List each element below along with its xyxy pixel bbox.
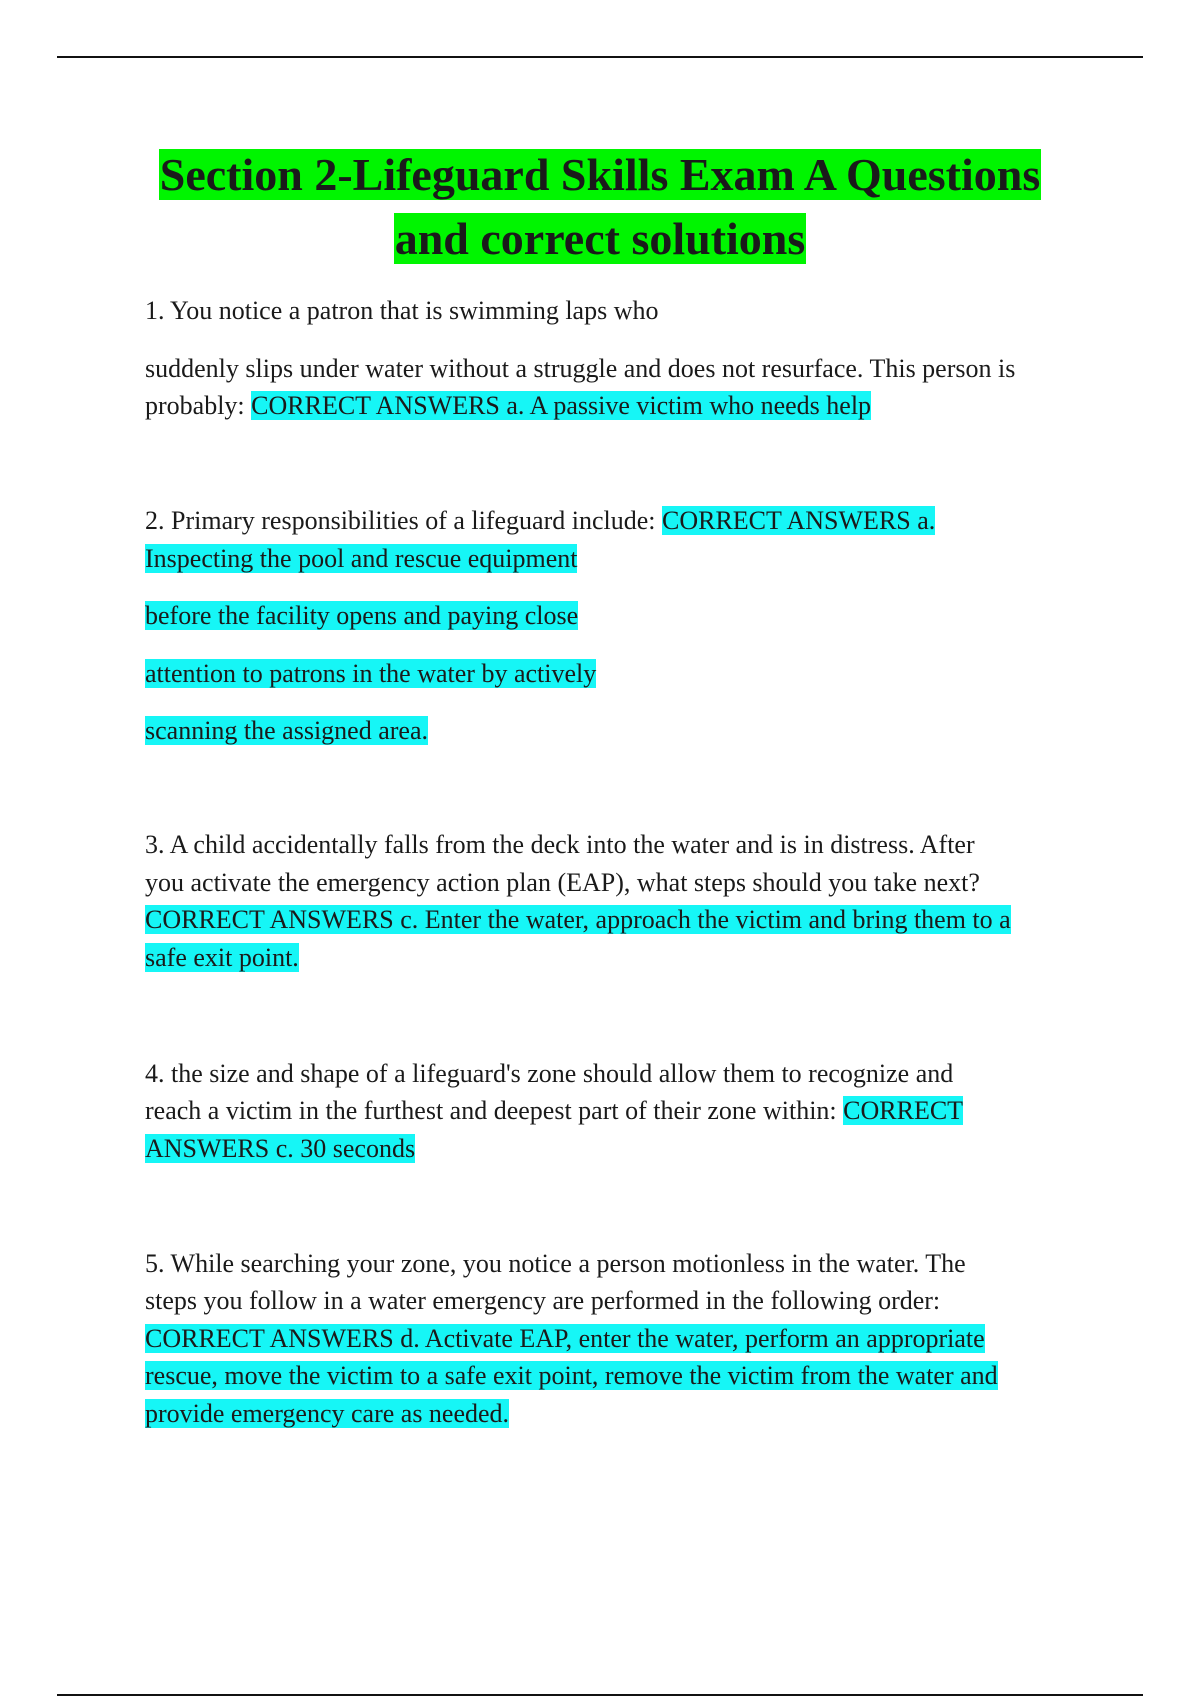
question-5-line-1: 5. While searching your zone, you notice a person motionless in the water. The bbox=[145, 1249, 966, 1278]
question-5-line-2: steps you follow in a water emergency are performed in the following order: bbox=[145, 1286, 941, 1315]
question-2-answer-line-1: CORRECT ANSWERS a. bbox=[662, 506, 936, 535]
question-3-line-2: you activate the emergency action plan (EAP), what steps should you take next? bbox=[145, 868, 980, 897]
question-1-line-1: 1. You notice a patron that is swimming laps who bbox=[145, 296, 659, 325]
question-5-answer-line-3: provide emergency care as needed. bbox=[145, 1399, 510, 1428]
question-4-answer-line-1: CORRECT bbox=[843, 1096, 964, 1125]
question-3-line-1: 3. A child accidentally falls from the deck into the water and is in distress. After bbox=[145, 830, 975, 859]
bottom-rule bbox=[57, 1694, 1143, 1696]
question-2-answer-line-2: Inspecting the pool and rescue equipment bbox=[145, 544, 578, 573]
title-line-1: Section 2-Lifeguard Skills Exam A Questions bbox=[159, 149, 1041, 200]
question-1-body: suddenly slips under water without a struggle and does not resurface. This person is probably: CORRECT ANSWERS a. A passive victim who needs help bbox=[145, 354, 1016, 420]
question-4-answer-line-2: ANSWERS c. 30 seconds bbox=[145, 1134, 416, 1163]
question-4-line-1: 4. the size and shape of a lifeguard's zone should allow them to recognize and bbox=[145, 1059, 954, 1088]
question-5-answer-line-1: CORRECT ANSWERS d. Activate EAP, enter the water, perform an appropriate bbox=[145, 1324, 985, 1353]
top-rule bbox=[57, 56, 1143, 58]
question-2-answer-line-5: scanning the assigned area. bbox=[145, 716, 429, 745]
document-title bbox=[60, 143, 1140, 271]
question-3-answer-line-1: CORRECT ANSWERS c. Enter the water, approach the victim and bring them to a bbox=[145, 905, 1011, 934]
question-3-answer-line-2: safe exit point. bbox=[145, 943, 299, 972]
question-2-answer-line-3: before the facility opens and paying close bbox=[145, 601, 579, 630]
question-4-line-2: reach a victim in the furthest and deepest part of their zone within: CORRECT bbox=[145, 1096, 964, 1125]
title-line-2: and correct solutions bbox=[394, 213, 806, 264]
question-2-answer-line-4: attention to patrons in the water by actively bbox=[145, 659, 597, 688]
question-2-line-1: 2. Primary responsibilities of a lifeguard include: CORRECT ANSWERS a. bbox=[145, 506, 936, 535]
question-1-answer: CORRECT ANSWERS a. A passive victim who needs help bbox=[251, 391, 872, 420]
question-5-answer-line-2: rescue, move the victim to a safe exit point, remove the victim from the water and bbox=[145, 1361, 998, 1390]
